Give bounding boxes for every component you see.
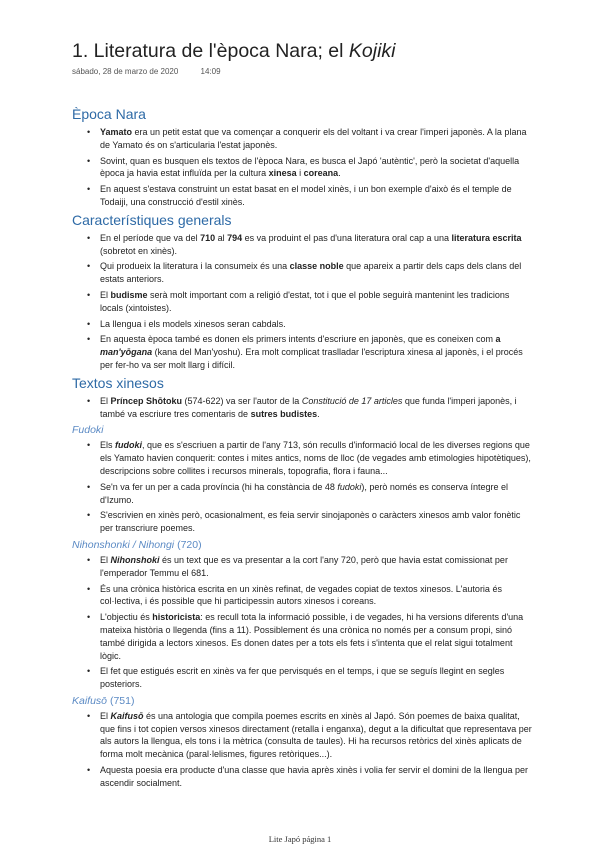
heading-kaifuso: Kaifusō (751) [72, 694, 135, 707]
list-item [100, 260, 532, 286]
list-item [100, 183, 532, 209]
text-run: (sobretot en xinès). [100, 245, 178, 256]
list-item [100, 318, 532, 331]
list-item [100, 232, 532, 258]
text-run: El fet que estigués escrit en xinès va fer que pervisqués en el temps, i que se seguís llegint en segles posteriors. [100, 666, 505, 690]
heading-textos-xinesos: Textos xinesos [72, 374, 164, 391]
list-item [100, 665, 532, 691]
text-run: i [296, 168, 304, 179]
text-run: és una antologia que compila poemes escrits en xinès al Japó. Són poemes de baixa qualitat, que fins i tot copien versos xinesos directament (retalla i enganxa), degut a la dificultat que representava per als autors la llengua, els tons i la mètrica (consulta de taules). Hi ha recursos retòrics del xinès aplicats de forma molt mecànica (paral·lelismes, figures retòriques...). [100, 710, 532, 760]
list-item [100, 155, 532, 181]
text-run: 710 [200, 232, 216, 243]
text-run: es va produint el pas d'una literatura oral cap a una [242, 232, 452, 243]
heading-epoca-nara: Època Nara [72, 106, 146, 122]
text-run: era un petit estat que va començar a conquerir els del voltant i va crear l'imperi japonès. A la plana de Yamato és on s'articularia l'estat japonès. [100, 127, 527, 150]
text-run: classe noble [289, 261, 344, 272]
list-nihonshoki [72, 554, 532, 691]
text-run: S'escrivien en xinès però, ocasionalment, es feia servir sinojaponès o caràcters xinesos amb valor fonètic per transcriure poemes. [100, 510, 521, 534]
list-item [100, 509, 532, 535]
heading-nihonshoki: Nihonshonki / Nihongi (720) [72, 538, 202, 551]
text-run: Nihonshoki [110, 554, 160, 565]
list-textos-xinesos [72, 395, 532, 421]
text-run: serà molt important com a religió d'estat, tot i que el poble seguirà mantenint les tradicions locals (xintoistes). [100, 289, 510, 313]
text-run: Príncep Shōtoku [110, 395, 183, 406]
list-item [100, 289, 532, 315]
text-run: xinesa [268, 168, 297, 179]
text-run: coreana [303, 168, 339, 179]
list-item [100, 710, 532, 761]
text-run: El [100, 289, 111, 300]
text-run: fudoki [115, 440, 143, 451]
list-kaifuso [72, 710, 532, 790]
text-run: L'objectiu és [100, 612, 153, 623]
list-item [100, 611, 532, 662]
list-item [100, 554, 532, 580]
list-item [100, 395, 532, 421]
text-run: Els [100, 440, 116, 451]
text-run: El [100, 554, 111, 565]
list-item [100, 481, 532, 507]
text-run: (574-622) va ser l'autor de la [182, 395, 302, 406]
text-run: a [495, 334, 501, 345]
list-caracteristiques [72, 232, 532, 372]
text-run: al [215, 232, 228, 243]
text-run: que funda l'imperi japonès, i també va escriure tres comentaris de [100, 395, 517, 419]
page-time: 14:09 [200, 67, 221, 76]
text-run: 794 [227, 232, 243, 243]
text-run: Yamato [100, 127, 133, 137]
text-run: Sovint, quan es busquen els textos de l'època Nara, es busca el Japó 'autèntic', però la societat d'aquella època ja havia estat influïda per la cultura [100, 155, 520, 179]
text-run: El [100, 395, 111, 406]
text-run: En el període que va del [100, 232, 201, 243]
page-title: 1. Literatura de l'època Nara; el Kojiki [72, 40, 396, 62]
text-run: man'yōgana [100, 347, 153, 358]
text-run: fudoki [337, 481, 362, 492]
text-run: És una crònica històrica escrita en un xinès refinat, de vegades copiat de textos xinesos. L'autoria és col·lectiva, i és possible que hi participessin autors xinesos i coreans. [100, 583, 502, 607]
text-run: . [338, 168, 341, 179]
text-run: que apareix a partir dels caps dels clans del estats anteriors. [100, 261, 522, 285]
text-run: , que es s'escriuen a partir de l'any 713, són reculls d'informació local de les diverses regions que els Yamato havien conquerit: contes i mites antics, noms de lloc (de vegades amb etimologies hipotètiques), descripcions sobre collites i recursos minerals, topografia, flora i fauna... [100, 440, 531, 476]
text-run: (kana del Man'yoshu). Era molt complicat traslladar l'escriptura xinesa al japonès, i el procés per fer-ho va ser molt llarg i difícil. [100, 347, 523, 370]
text-run: Aquesta poesia era producte d'una classe que havia après xinès i volia fer servir el domini de la llengua per ascendir socialment. [100, 765, 528, 788]
page-content [72, 106, 532, 793]
text-run: historicista [152, 612, 201, 623]
page-meta [72, 67, 221, 76]
text-run: En aquesta època també es donen els primers intents d'escriure en japonès, que es coneixen com [100, 334, 496, 345]
page-title-italic: Kojiki [348, 40, 396, 62]
text-run: . [317, 408, 320, 419]
text-run: Se'n va fer un per a cada província (hi ha constància de 48 [100, 481, 338, 492]
text-run: Qui produeix la literatura i la consumeix és una [100, 261, 290, 272]
heading-fudoki: Fudoki [72, 424, 104, 437]
text-run: és un text que es va presentar a la cort l'any 720, però que havia estat comissionat per l'emperador Temmu el 681. [100, 554, 508, 578]
list-item [100, 126, 532, 152]
list-item [100, 439, 532, 477]
text-run: En aquest s'estava construint un estat basat en el model xinès, i un bon exemple d'això és el temple de Todaiji, una construcció d'estil xinès. [100, 184, 512, 207]
text-run: La llengua i els models xinesos seran cabdals. [100, 318, 286, 329]
text-run: literatura escrita [451, 232, 522, 243]
text-run: budisme [110, 289, 148, 300]
list-fudoki [72, 439, 532, 535]
text-run: : es recull tota la informació possible, i de vegades, hi ha versions diferents d'una mateixa història o llegenda (fins a 11). Possiblement és una crònica no només per a consum propi, sinó també dirigida a lectors xinesos. Es donen dates per a tots els fets i s'intenta que el relat sigui totalment lògic. [100, 612, 524, 661]
list-epoca-nara [72, 126, 532, 209]
text-run: Kaifusō [110, 710, 144, 721]
page-date: sábado, 28 de marzo de 2020 [72, 67, 179, 76]
heading-caracteristiques: Característiques generals [72, 211, 232, 228]
text-run: Constitució de 17 articles [301, 395, 403, 406]
list-item [100, 583, 532, 609]
text-run: sutres budistes [250, 408, 318, 419]
text-run: El [100, 710, 111, 721]
list-item [100, 333, 532, 371]
list-item [100, 764, 532, 790]
text-run: ), però només es conserva íntegre el d'Izumo. [100, 481, 508, 505]
page-footer: Lite Japó página 1 [268, 834, 332, 844]
